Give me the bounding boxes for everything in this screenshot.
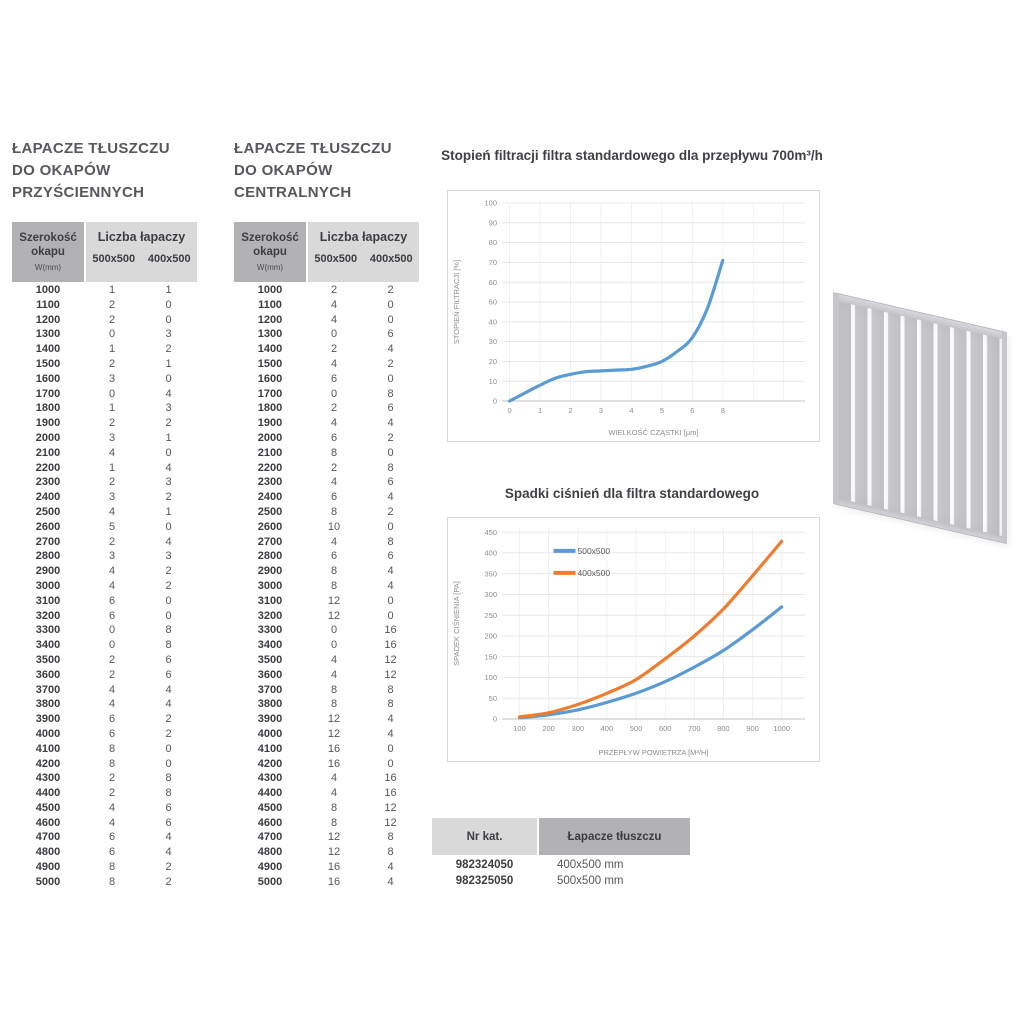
table-row: 3600 2 6 — [35, 668, 172, 681]
table-row: 982324050 400x500 mm — [455, 859, 624, 871]
col-header-400x500: 400x500 — [147, 253, 191, 265]
svg-text:0: 0 — [492, 396, 497, 406]
table-row: 982325050 500x500 mm — [455, 875, 624, 887]
table-row: 3300 0 16 — [257, 624, 397, 637]
table-row: 2000 3 1 — [35, 431, 172, 444]
svg-text:400x500: 400x500 — [577, 567, 611, 578]
table-row: 1300 0 3 — [35, 328, 172, 341]
table-row: 3500 2 6 — [35, 653, 172, 666]
table-row: 3500 4 12 — [257, 653, 397, 666]
table-row: 1600 6 0 — [257, 372, 394, 385]
col-header-width: Szerokość okapu W(mm) — [12, 222, 84, 282]
table-row: 1000 2 2 — [257, 284, 394, 296]
table-row: 4600 4 6 — [35, 816, 172, 829]
table-row: 2100 4 0 — [35, 446, 172, 459]
table-row: 3200 12 0 — [257, 609, 394, 622]
svg-text:5: 5 — [659, 406, 664, 415]
table-row: 3200 6 0 — [35, 609, 172, 622]
table-row: 2800 6 6 — [257, 550, 394, 563]
table-row: 5000 8 2 — [35, 875, 172, 888]
catalog-table-body — [432, 857, 690, 889]
table-row: 1900 2 2 — [35, 417, 172, 430]
table-row: 4200 8 0 — [35, 757, 172, 770]
svg-text:30: 30 — [488, 337, 497, 347]
filtration-chart — [448, 191, 819, 441]
table-row: 2500 4 1 — [35, 505, 172, 518]
table-row: 4900 8 2 — [35, 861, 172, 874]
table-row: 2300 2 3 — [35, 476, 172, 489]
table-row: 3800 4 4 — [35, 698, 172, 711]
table-row: 2400 3 2 — [35, 491, 172, 504]
table-row: 4900 16 4 — [257, 861, 394, 874]
svg-text:STOPIEŃ FILTRACJI [%]: STOPIEŃ FILTRACJI [%] — [452, 259, 461, 345]
svg-text:400: 400 — [600, 724, 614, 733]
pressure-chart-title: Spadki ciśnień dla filtra standardowego — [504, 486, 760, 501]
table-row: 2400 6 4 — [257, 491, 394, 504]
table-row: 2100 8 0 — [257, 446, 394, 459]
table-row: 1100 2 0 — [36, 298, 172, 311]
filtration-chart-frame — [447, 190, 820, 442]
table-row: 4400 4 16 — [257, 787, 397, 800]
catalog-table-header — [432, 818, 690, 855]
table-row: 2800 3 3 — [35, 550, 172, 563]
col-header-lapacze: Łapacze tłuszczu — [539, 818, 690, 855]
pressure-drop-chart — [448, 518, 819, 761]
table-row: 3400 0 16 — [257, 639, 397, 652]
table-row: 2200 1 4 — [35, 461, 172, 474]
title-line: CENTRALNYCH — [234, 184, 352, 201]
title-line: PRZYŚCIENNYCH — [12, 184, 145, 201]
table-row: 2700 2 4 — [35, 535, 172, 548]
svg-text:200: 200 — [542, 724, 555, 733]
table-row: 4800 12 8 — [257, 846, 394, 859]
table-body — [234, 283, 419, 890]
table-row: 4100 16 0 — [257, 742, 394, 755]
svg-text:WIELKOŚĆ CZĄSTKI [μm]: WIELKOŚĆ CZĄSTKI [μm] — [608, 428, 699, 437]
table-row: 3000 4 2 — [35, 579, 172, 592]
col-header-count-group: Liczba łapaczy 500x500 400x500 — [308, 222, 419, 282]
table-row: 1800 2 6 — [257, 402, 394, 415]
svg-text:150: 150 — [484, 652, 497, 662]
table-row: 4400 2 8 — [35, 787, 172, 800]
table-row: 1400 2 4 — [257, 343, 394, 356]
svg-text:80: 80 — [488, 238, 497, 248]
table-row: 3800 8 8 — [257, 698, 394, 711]
svg-text:300: 300 — [484, 590, 497, 599]
svg-text:SPADEK CIŚNIENIA [PA]: SPADEK CIŚNIENIA [PA] — [452, 581, 461, 666]
svg-text:6: 6 — [690, 406, 695, 415]
table-row: 3700 4 4 — [35, 683, 172, 696]
section-title-central-hoods — [234, 138, 392, 204]
table-row: 1700 0 8 — [257, 387, 394, 400]
table-row: 1200 4 0 — [257, 313, 394, 326]
table-row: 4300 4 16 — [257, 772, 397, 785]
svg-text:0: 0 — [507, 406, 512, 415]
svg-text:100: 100 — [484, 673, 497, 683]
table-row: 1600 3 0 — [35, 372, 172, 385]
table-row: 3600 4 12 — [257, 668, 397, 681]
table-row: 3400 0 8 — [35, 639, 172, 652]
col-header-count-group: Liczba łapaczy 500x500 400x500 — [86, 222, 197, 282]
table-row: 3100 12 0 — [257, 594, 394, 607]
svg-text:300: 300 — [571, 724, 585, 733]
table-row: 1900 4 4 — [257, 417, 394, 430]
svg-text:600: 600 — [658, 724, 672, 733]
table-row: 2200 2 8 — [257, 461, 394, 474]
table-row: 2600 5 0 — [35, 520, 172, 533]
svg-text:2: 2 — [568, 406, 573, 415]
table-row: 4700 12 8 — [257, 831, 394, 844]
catalog-table — [432, 818, 690, 889]
table-row: 2700 4 8 — [257, 535, 394, 548]
table-row: 4600 8 12 — [257, 816, 397, 829]
table-body — [12, 283, 197, 890]
product-photo-grease-filter — [833, 292, 1007, 504]
col-header-500x500: 500x500 — [92, 253, 136, 265]
table-row: 3300 0 8 — [35, 624, 172, 637]
svg-text:700: 700 — [688, 724, 701, 733]
title-line: ŁAPACZE TŁUSZCZU — [12, 140, 170, 157]
table-row: 1200 2 0 — [35, 313, 172, 326]
svg-text:10: 10 — [488, 376, 497, 386]
table-header — [12, 222, 197, 282]
table-row: 1000 1 1 — [35, 284, 172, 296]
table-row: 1800 1 3 — [35, 402, 172, 415]
table-row: 4800 6 4 — [35, 846, 172, 859]
col-header-width: Szerokość okapu W(mm) — [234, 222, 306, 282]
svg-text:PRZEPŁYW POWIETRZA [M³/H]: PRZEPŁYW POWIETRZA [M³/H] — [598, 748, 709, 757]
svg-text:500: 500 — [629, 724, 643, 733]
table-row: 1700 0 4 — [35, 387, 172, 400]
svg-text:40: 40 — [488, 317, 497, 327]
svg-text:400: 400 — [484, 548, 497, 558]
svg-text:800: 800 — [717, 724, 730, 733]
filtration-chart-title: Stopień filtracji filtra standardowego dla przepływu 700m³/h — [441, 148, 823, 163]
table-row: 3000 8 4 — [257, 579, 394, 592]
table-row: 4500 8 12 — [257, 801, 397, 814]
table-row: 3100 6 0 — [35, 594, 172, 607]
table-row: 2500 8 2 — [257, 505, 394, 518]
svg-text:900: 900 — [746, 724, 759, 733]
svg-text:60: 60 — [488, 277, 497, 287]
svg-text:3: 3 — [598, 406, 604, 415]
table-row: 3700 8 8 — [257, 683, 394, 696]
table-row: 4000 6 2 — [35, 727, 172, 740]
svg-text:100: 100 — [484, 198, 497, 208]
table-row: 1400 1 2 — [35, 343, 172, 356]
svg-text:1000: 1000 — [773, 724, 791, 733]
table-row: 2900 4 2 — [35, 565, 172, 578]
pressure-chart-frame — [447, 517, 820, 762]
table-row: 2600 10 0 — [257, 520, 394, 533]
table-row: 1500 4 2 — [257, 357, 394, 370]
col-header-500x500: 500x500 — [314, 253, 358, 265]
table-row: 1300 0 6 — [257, 328, 394, 341]
title-line: DO OKAPÓW — [12, 162, 111, 179]
section-title-wall-hoods — [12, 138, 170, 204]
svg-text:450: 450 — [484, 527, 497, 537]
table-row: 4100 8 0 — [35, 742, 172, 755]
table-row: 2000 6 2 — [257, 431, 394, 444]
svg-text:100: 100 — [513, 724, 526, 733]
svg-text:1: 1 — [538, 406, 543, 415]
svg-text:50: 50 — [488, 297, 497, 307]
svg-text:500x500: 500x500 — [577, 545, 611, 556]
svg-text:4: 4 — [629, 406, 634, 415]
table-row: 2300 4 6 — [257, 476, 394, 489]
table-row: 4000 12 4 — [257, 727, 394, 740]
table-row: 4200 16 0 — [257, 757, 394, 770]
table-row: 4500 4 6 — [35, 801, 172, 814]
svg-text:200: 200 — [484, 631, 497, 641]
table-header — [234, 222, 419, 282]
table-row: 1500 2 1 — [35, 357, 172, 370]
title-line: ŁAPACZE TŁUSZCZU — [234, 140, 392, 157]
table-row: 1100 4 0 — [258, 298, 394, 311]
title-line: DO OKAPÓW — [234, 162, 333, 179]
size-table-wall-hoods — [12, 222, 197, 890]
svg-text:350: 350 — [484, 569, 497, 579]
svg-text:50: 50 — [488, 693, 497, 703]
baffle-filter-image — [833, 292, 1007, 544]
svg-text:20: 20 — [488, 357, 497, 366]
svg-text:90: 90 — [488, 218, 497, 228]
col-header-nr-kat: Nr kat. — [432, 818, 537, 855]
svg-text:0: 0 — [492, 714, 497, 724]
table-row: 3900 6 2 — [35, 713, 172, 726]
svg-text:70: 70 — [488, 258, 497, 267]
svg-text:8: 8 — [720, 406, 725, 415]
table-row: 4300 2 8 — [35, 772, 172, 785]
size-table-central-hoods — [234, 222, 419, 890]
table-row: 2900 8 4 — [257, 565, 394, 578]
table-row: 4700 6 4 — [35, 831, 172, 844]
col-header-400x500: 400x500 — [369, 253, 413, 265]
table-row: 5000 16 4 — [257, 875, 394, 888]
table-row: 3900 12 4 — [257, 713, 394, 726]
svg-text:250: 250 — [484, 610, 497, 620]
